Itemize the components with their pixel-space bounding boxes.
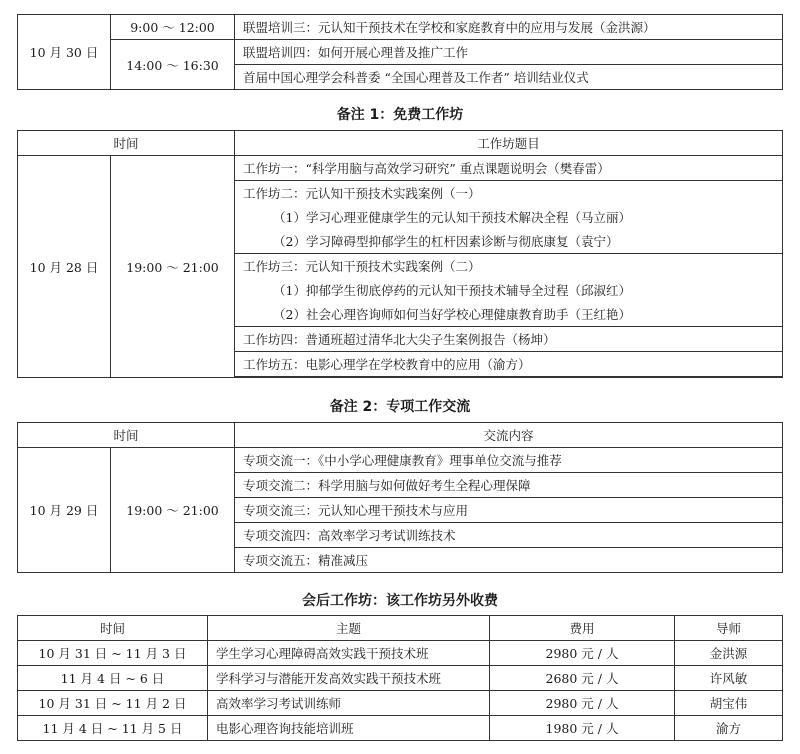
workshop-subitem: （1）抑郁学生彻底停药的元认知干预技术辅导全过程（邱淑红）	[235, 278, 783, 302]
workshop-subitem: （2）社会心理咨询师如何当好学校心理健康教育助手（王红艳）	[235, 302, 783, 327]
topic-cell: 高效率学习考试训练师	[208, 691, 490, 716]
time-cell: 19:00 ～ 21:00	[111, 156, 235, 378]
exchange-item: 专项交流五：精准减压	[235, 548, 783, 573]
session-cell: 联盟培训三：元认知干预技术在学校和家庭教育中的应用与发展（金洪源）	[235, 15, 783, 40]
fee-cell: 2980 元 / 人	[490, 641, 675, 666]
fee-cell: 2680 元 / 人	[490, 666, 675, 691]
time-cell: 10 月 31 日 ~ 11 月 2 日	[18, 691, 208, 716]
mentor-cell: 许风敏	[675, 666, 783, 691]
note2-title: 备注 2：专项工作交流	[329, 399, 471, 415]
paid-workshop-table	[17, 615, 783, 741]
time-cell: 10 月 31 日 ~ 11 月 3 日	[18, 641, 208, 666]
note1-title: 备注 1：免费工作坊	[336, 107, 464, 123]
workshop-item: 工作坊五：电影心理学在学校教育中的应用（渝方）	[235, 352, 783, 377]
date-cell: 10 月 28 日	[18, 156, 111, 378]
table-row	[18, 716, 783, 741]
topic-cell: 电影心理咨询技能培训班	[208, 716, 490, 741]
table-row	[18, 641, 783, 666]
header-topic: 主题	[208, 616, 490, 641]
header-time: 时间	[18, 616, 208, 641]
date-cell: 10 月 29 日	[18, 448, 111, 573]
workshop-item: 工作坊四：普通班超过清华北大尖子生案例报告（杨坤）	[235, 327, 783, 352]
header-topic: 工作坊题目	[235, 131, 783, 156]
exchange-item: 专项交流二：科学用脑与如何做好考生全程心理保障	[235, 473, 783, 498]
workshop-subitem: （1）学习心理亚健康学生的元认知干预技术解决全程（马立丽）	[235, 205, 783, 229]
mentor-cell: 渝方	[675, 716, 783, 741]
workshop-item: 工作坊二：元认知干预技术实践案例（一）	[235, 181, 783, 206]
free-workshop-table	[17, 130, 783, 378]
session-cell: 首届中国心理学会科普委 “全国心理普及工作者” 培训结业仪式	[235, 65, 783, 90]
time-cell: 19:00 ～ 21:00	[111, 448, 235, 573]
header-fee: 费用	[490, 616, 675, 641]
exchange-table	[17, 422, 783, 573]
workshop-item: 工作坊一：“科学用脑与高效学习研究” 重点课题说明会（樊春雷）	[235, 156, 783, 181]
table-row	[18, 666, 783, 691]
fee-cell: 2980 元 / 人	[490, 691, 675, 716]
date-cell: 10 月 30 日	[18, 15, 111, 90]
header-time: 时间	[18, 131, 235, 156]
time-cell: 14:00 ～ 16:30	[111, 40, 235, 90]
header-time: 时间	[18, 423, 235, 448]
time-cell: 11 月 4 日 ~ 6 日	[18, 666, 208, 691]
header-mentor: 导师	[675, 616, 783, 641]
fee-cell: 1980 元 / 人	[490, 716, 675, 741]
workshop-subitem: （2）学习障碍型抑郁学生的杠杆因素诊断与彻底康复（袁宁）	[235, 229, 783, 254]
mentor-cell: 胡宝伟	[675, 691, 783, 716]
header-content: 交流内容	[235, 423, 783, 448]
mentor-cell: 金洪源	[675, 641, 783, 666]
workshop-item: 工作坊三：元认知干预技术实践案例（二）	[235, 254, 783, 279]
exchange-item: 专项交流一：《中小学心理健康教育》理事单位交流与推荐	[235, 448, 783, 473]
time-cell: 9:00 ～ 12:00	[111, 15, 235, 40]
table-row	[18, 691, 783, 716]
topic-cell: 学生学习心理障碍高效实践干预技术班	[208, 641, 490, 666]
exchange-item: 专项交流四：高效率学习考试训练技术	[235, 523, 783, 548]
time-cell: 11 月 4 日 ~ 11 月 5 日	[18, 716, 208, 741]
post-title: 会后工作坊：该工作坊另外收费	[302, 593, 498, 609]
exchange-item: 专项交流三：元认知心理干预技术与应用	[235, 498, 783, 523]
schedule-tail-table	[17, 14, 783, 90]
topic-cell: 学科学习与潜能开发高效实践干预技术班	[208, 666, 490, 691]
session-cell: 联盟培训四：如何开展心理普及推广工作	[235, 40, 783, 65]
